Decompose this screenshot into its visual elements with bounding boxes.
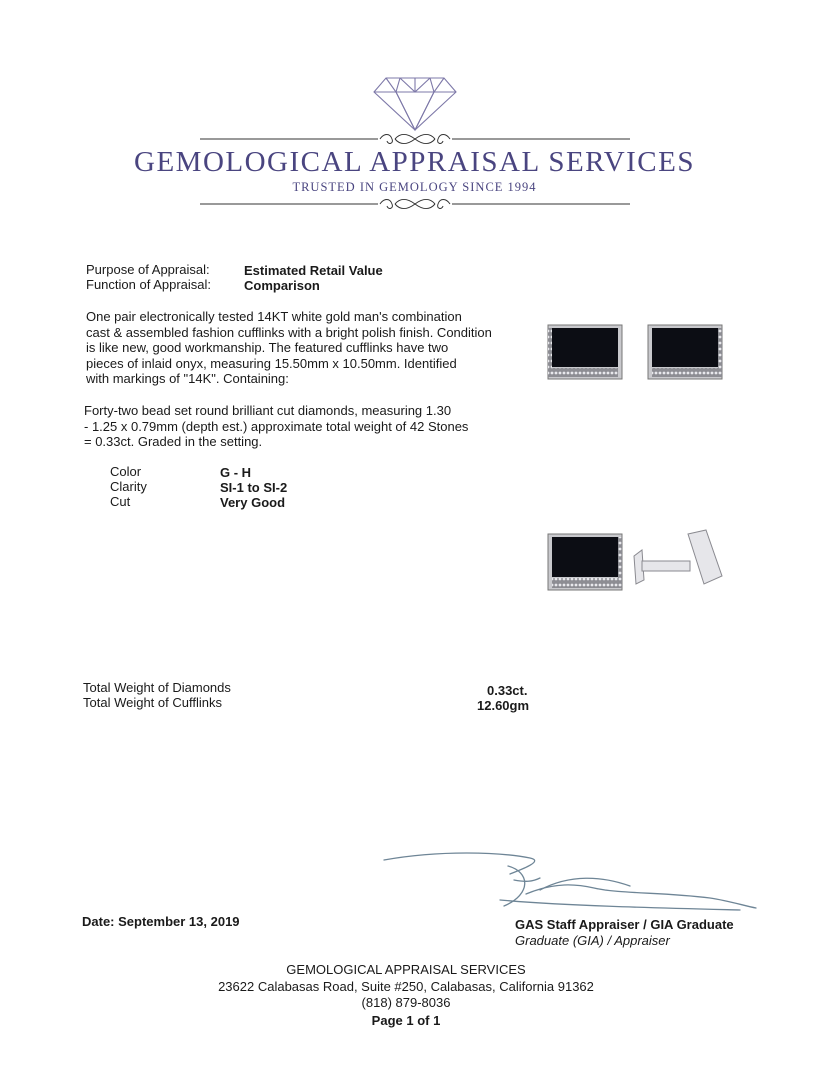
footer-phone: (818) 879-8036 <box>361 995 451 1010</box>
diamond-logo-icon <box>370 76 460 132</box>
description-line: pieces of inlaid onyx, measuring 15.50mm x 10.50mm. Identified <box>86 355 457 371</box>
appraiser-subtitle: Graduate (GIA) / Appraiser <box>515 933 670 948</box>
diamond-description <box>84 403 524 450</box>
item-description <box>86 309 526 387</box>
diamond-line: - 1.25 x 0.79mm (depth est.) approximate total weight of 42 Stones <box>84 418 469 434</box>
grading-color-label: Color <box>110 464 142 479</box>
ornament-divider-bottom <box>200 197 630 211</box>
cufflink-front-image <box>546 322 726 384</box>
description-line: One pair electronically tested 14KT white gold man's combination <box>86 309 462 324</box>
footer-address: 23622 Calabasas Road, Suite #250, Calabasas, California 91362 <box>218 979 594 994</box>
appraiser-signature <box>380 846 760 918</box>
ornament-divider-top <box>200 132 630 146</box>
description-line: cast & assembled fashion cufflinks with a bright polish finish. Condition <box>86 324 492 340</box>
company-tagline: TRUSTED IN GEMOLOGY SINCE 1994 <box>292 180 537 194</box>
description-line: is like new, good workmanship. The featured cufflinks have two <box>86 340 449 355</box>
grading-clarity-label: Clarity <box>110 479 147 494</box>
total-cufflink-weight-value: 12.60gm <box>477 698 530 713</box>
grading-color-value: G - H <box>220 465 252 480</box>
grading-clarity-value: SI-1 to SI-2 <box>220 480 288 495</box>
cufflink-side-image <box>546 528 736 598</box>
grading-cut-label: Cut <box>110 494 131 509</box>
description-line: with markings of "14K". Containing: <box>86 371 289 386</box>
footer-company: GEMOLOGICAL APPRAISAL SERVICES <box>286 962 526 977</box>
total-diamond-weight-value: 0.33ct. <box>487 683 528 698</box>
total-cufflink-weight-label: Total Weight of Cufflinks <box>83 695 222 710</box>
purpose-value: Estimated Retail Value <box>244 263 383 278</box>
company-name: GEMOLOGICAL APPRAISAL SERVICES <box>134 146 695 178</box>
grading-cut-value: Very Good <box>220 495 286 510</box>
purpose-label: Purpose of Appraisal: <box>86 262 210 277</box>
diamond-line: Forty-two bead set round brilliant cut diamonds, measuring 1.30 <box>84 403 452 418</box>
diamond-line: = 0.33ct. Graded in the setting. <box>84 434 263 449</box>
function-value: Comparison <box>244 278 320 293</box>
function-label: Function of Appraisal: <box>86 277 212 292</box>
appraiser-title: GAS Staff Appraiser / GIA Graduate <box>515 917 734 932</box>
footer-page-number: Page 1 of 1 <box>371 1013 441 1028</box>
appraisal-date: Date: September 13, 2019 <box>82 914 240 929</box>
total-diamond-weight-label: Total Weight of Diamonds <box>83 680 231 695</box>
